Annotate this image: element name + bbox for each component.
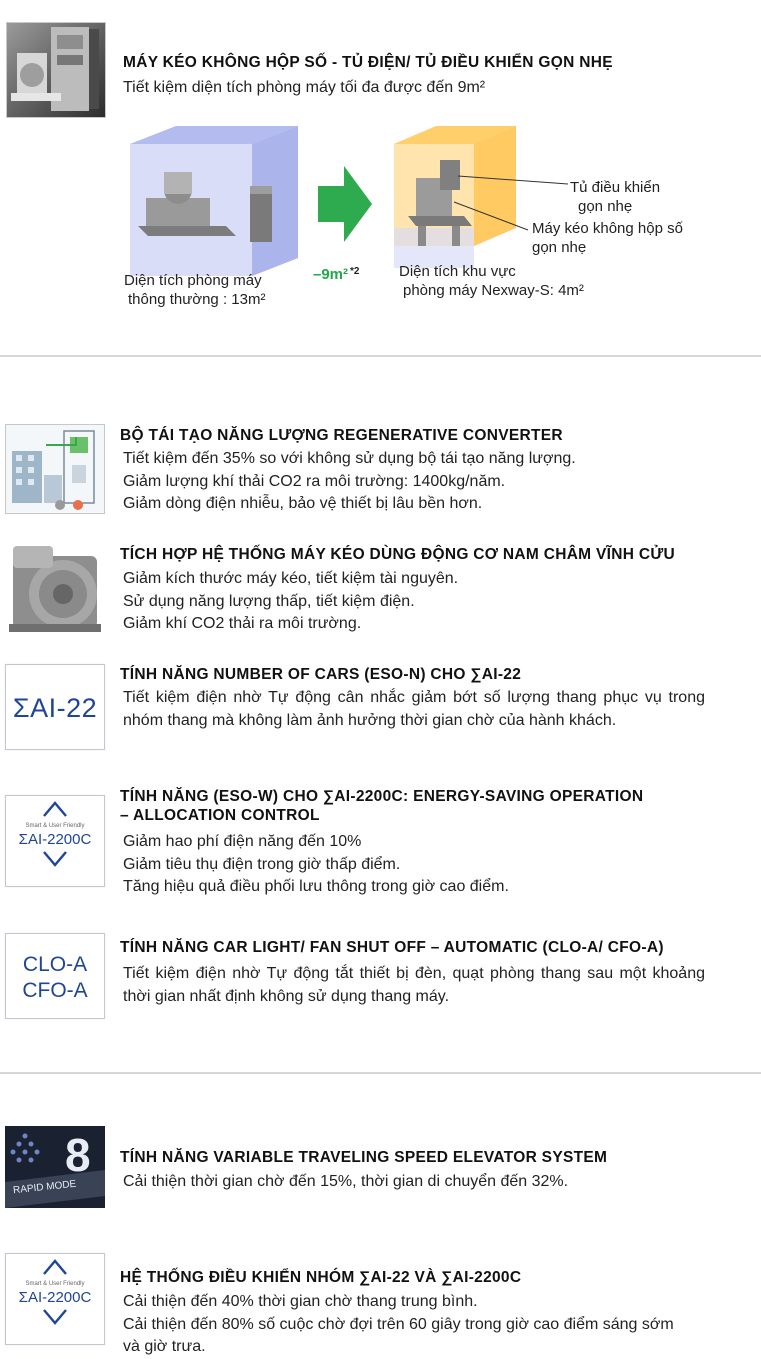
cabinet-callout: Tủ điều khiển gọn nhẹ	[570, 179, 661, 215]
sigma-ai-2200c-logo: Smart & User Friendly ΣAI-2200C	[5, 795, 105, 887]
section-divider-1	[0, 355, 761, 357]
machine-callout: Máy kéo không hộp số gọn nhẹ	[532, 220, 683, 256]
nexway-room-icon	[394, 126, 516, 268]
building-energy-icon	[6, 425, 104, 513]
feature2-description: Giảm kích thước máy kéo, tiết kiệm tài nguyên. Sử dụng năng lượng thấp, tiết kiệm điện. Giảm khí CO2 thải ra môi trường.	[123, 570, 459, 632]
feature3-title: TÍNH NĂNG NUMBER OF CARS (ESO-N) CHO ∑AI-22	[120, 666, 522, 683]
nexway-room-label: Diện tích khu vực phòng máy Nexway-S: 4m²	[399, 263, 584, 299]
reduction-value: –9m² $^{*2}$	[313, 266, 360, 283]
chevron-up-icon	[6, 800, 104, 822]
regenerative-converter-image	[5, 424, 105, 514]
conventional-room-label: Diện tích phòng máy thông thường : 13m²	[124, 272, 266, 308]
feature4-title: TÍNH NĂNG (ESO-W) CHO ∑AI-2200C: ENERGY-SAVING OPERATION – ALLOCATION CONTROL	[120, 788, 644, 824]
feature4-description: Giảm hao phí điện năng đến 10% Giảm tiêu thụ điện trong giờ thấp điểm. Tăng hiệu quả điều phối lưu thông trong giờ cao điểm.	[123, 833, 509, 895]
feature7-description: Cải thiện đến 40% thời gian chờ thang trung bình. Cải thiện đến 80% số cuộc chờ đợi trên 60 giây trong giờ cao điểm sáng sớm và giờ trưa.	[123, 1293, 674, 1355]
feature3-description: Tiết kiệm điện nhờ Tự động cân nhắc giảm bớt số lượng thang phục vụ trong nhóm thang mà không làm ảnh hưởng thời gian chờ của hành khách.	[123, 689, 705, 729]
traction-motor-icon	[5, 536, 105, 636]
gearless-machine-photo-icon	[7, 23, 105, 117]
feature7-title: HỆ THỐNG ĐIỀU KHIỂN NHÓM ∑AI-22 VÀ ∑AI-2200C	[120, 1269, 522, 1286]
sigma-ai-2200c-logo-2: Smart & User Friendly ΣAI-2200C	[5, 1253, 105, 1345]
section1-subtitle: Tiết kiệm diện tích phòng máy tối đa được đến 9m²	[123, 79, 486, 96]
feature2-title: TÍCH HỢP HỆ THỐNG MÁY KÉO DÙNG ĐỘNG CƠ NAM CHÂM VĨNH CỬU	[120, 546, 675, 563]
reduction-arrow-icon	[318, 166, 372, 242]
sigma-ai-22-logo: ΣAI-22	[5, 664, 105, 750]
feature6-description: Cải thiện thời gian chờ đến 15%, thời gian di chuyển đến 32%.	[123, 1173, 569, 1190]
chevron-down-icon	[6, 1308, 104, 1330]
permanent-magnet-motor-image	[5, 536, 105, 636]
rapid-mode-image: 8 RAPID MODE	[5, 1126, 105, 1208]
feature5-title: TÍNH NĂNG CAR LIGHT/ FAN SHUT OFF – AUTOMATIC (CLO-A/ CFO-A)	[120, 939, 664, 956]
section1-title: MÁY KÉO KHÔNG HỘP SỐ - TỦ ĐIỆN/ TỦ ĐIỀU KHIỂN GỌN NHẸ	[123, 54, 613, 71]
feature1-description: Tiết kiệm đến 35% so với không sử dụng bộ tái tạo năng lượng. Giảm lượng khí thải CO2 ra môi trường: 1400kg/năm. Giảm dòng điện nhiễu, bảo vệ thiết bị lâu bền hơn.	[123, 450, 576, 512]
machine-room-photo	[6, 22, 106, 118]
feature5-description: Tiết kiệm điện nhờ Tự động tắt thiết bị đèn, quạt phòng thang sau một khoảng thời gian nhất định không sử dụng thang máy.	[123, 965, 705, 1005]
feature1-title: BỘ TÁI TẠO NĂNG LƯỢNG REGENERATIVE CONVERTER	[120, 427, 563, 444]
chevron-up-icon	[6, 1258, 104, 1280]
feature6-title: TÍNH NĂNG VARIABLE TRAVELING SPEED ELEVATOR SYSTEM	[120, 1149, 608, 1166]
clo-cfo-logo: CLO-A CFO-A	[5, 933, 105, 1019]
section-divider-2	[0, 1072, 761, 1074]
conventional-room-icon	[130, 126, 298, 276]
chevron-down-icon	[6, 850, 104, 872]
